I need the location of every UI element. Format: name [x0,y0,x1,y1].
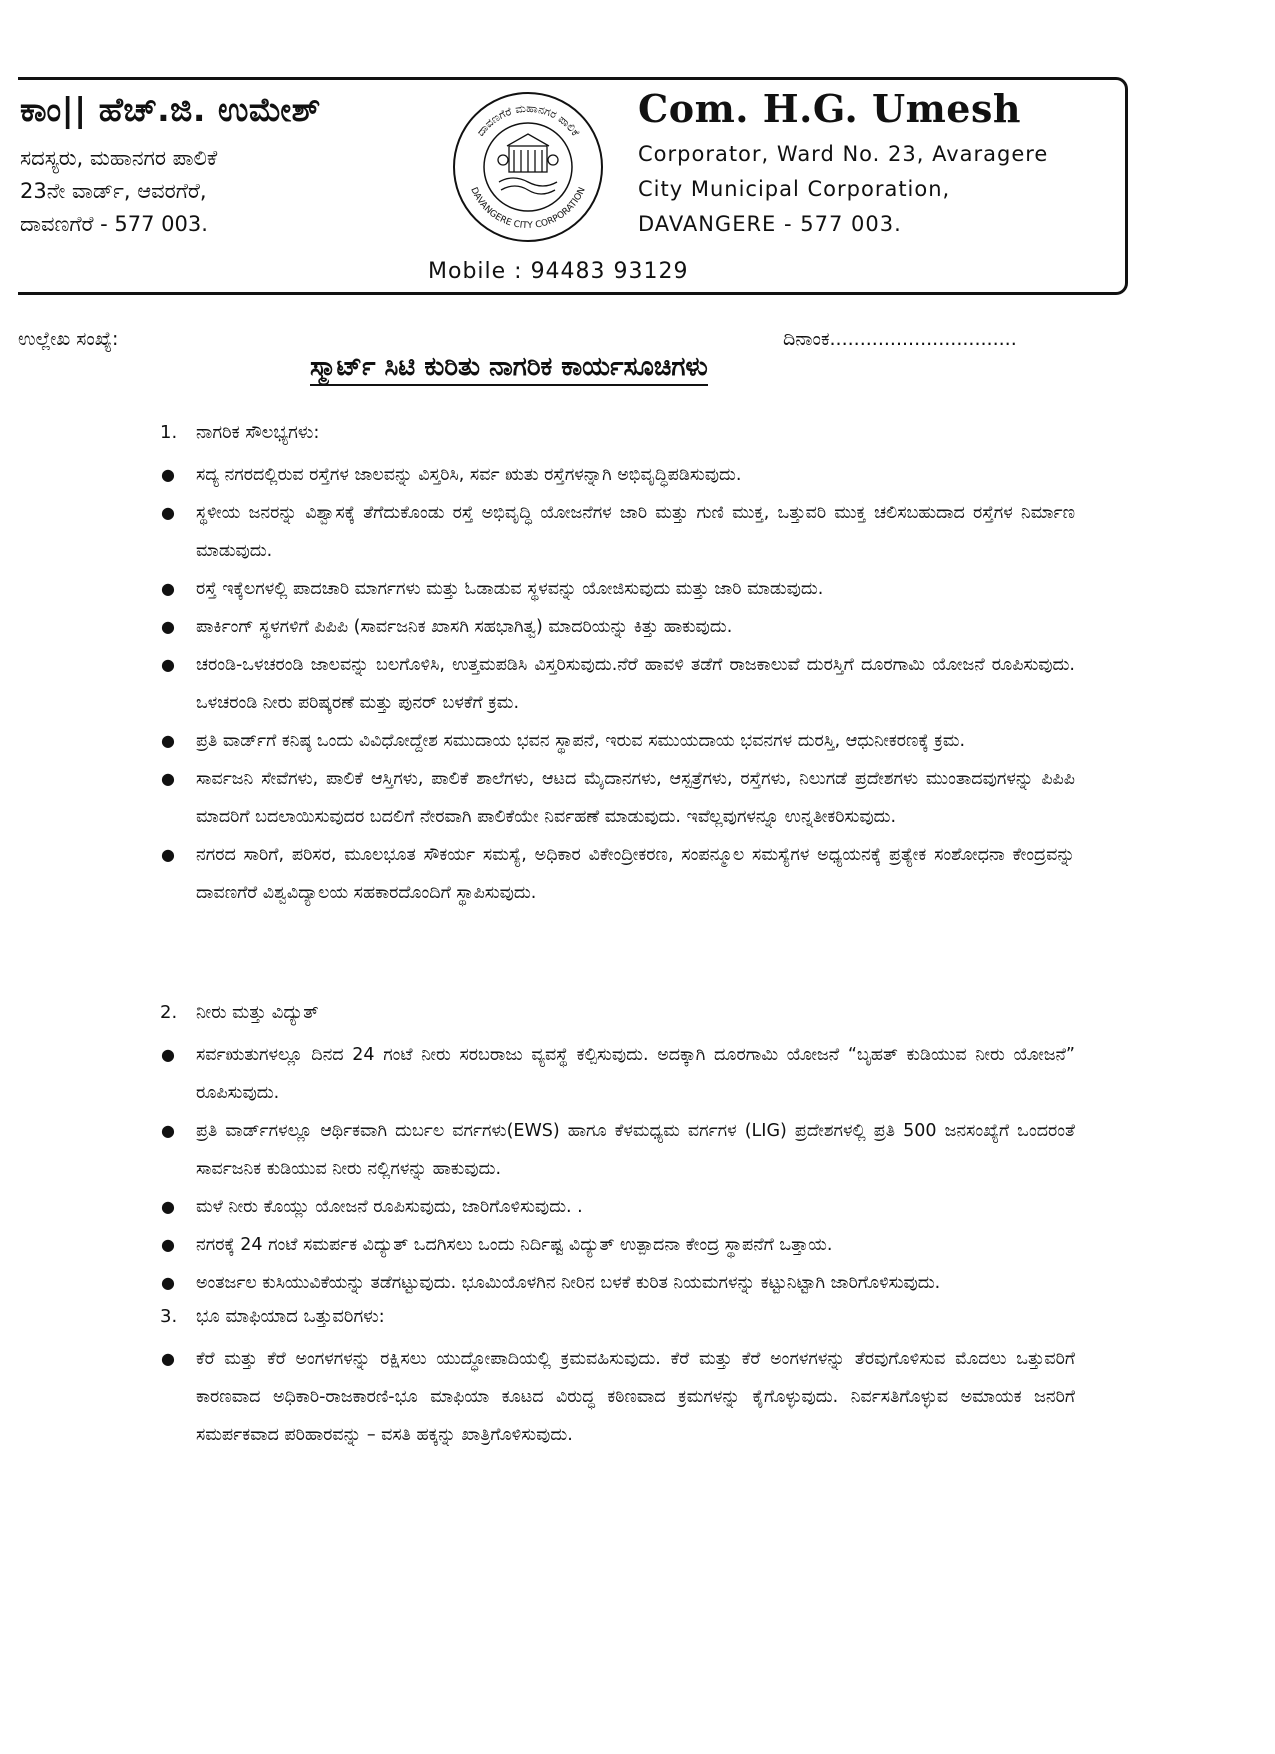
city-corporation-seal [451,90,605,244]
bullet-icon: ● [161,1349,175,1368]
address-line-english: Corporator, Ward No. 23, Avaragere [638,142,1049,166]
section-title: ನೀರು ಮತ್ತು ವಿದ್ಯುತ್ [196,1002,319,1023]
section-land-mafia [160,1302,1075,1454]
section-heading [160,418,1075,448]
name-english: Com. H.G. Umesh [638,86,1021,131]
item-text: ಅಂತರ್ಜಲ ಕುಸಿಯುವಿಕೆಯನ್ನು ತಡೆಗಟ್ಟುವುದು. ಭೂಮಿಯೊಳಗಿನ ನೀರಿನ ಬಳಕೆ ಕುರಿತ ನಿಯಮಗಳನ್ನು ಕಟ್ಟುನಿಟ್ಟಾಗಿ ಜಾರಿಗೊಳಿಸುವುದು. [196,1273,941,1293]
bullet-icon: ● [161,465,175,484]
list-item [160,1112,1075,1188]
mobile-number: Mobile : 94483 93129 [428,259,689,284]
bullet-icon: ● [161,503,175,522]
document-title: ಸ್ಮಾರ್ಟ್ ಸಿಟಿ ಕುರಿತು ನಾಗರಿಕ ಕಾರ್ಯಸೂಚಿಗಳು [310,352,708,386]
item-text: ಸಾರ್ವಜನಿ ಸೇವೆಗಳು, ಪಾಲಿಕೆ ಆಸ್ತಿಗಳು, ಪಾಲಿಕೆ ಶಾಲೆಗಳು, ಆಟದ ಮೈದಾನಗಳು, ಆಸ್ಪತ್ರೆಗಳು, ರಸ್ತೆಗಳು, ನಿಲುಗಡೆ ಪ್ರದೇಶಗಳು ಮುಂತಾದವುಗಳನ್ನು ಪಿಪಿಪಿ ಮಾದರಿಗೆ ಬದಲಾಯಿಸುವುದರ ಬದಲಿಗೆ ನೇರವಾಗಿ ಪಾಲಿಕೆಯೇ ನಿರ್ವಹಣೆ ಮಾಡುವುದು. ಇವೆಲ್ಲವುಗಳನ್ನೂ ಉನ್ನತೀಕರಿಸುವುದು. [196,769,1075,827]
bullet-icon: ● [161,617,175,636]
name-kannada: ಕಾಂ|| ಹೆಚ್.ಜಿ. ಉಮೇಶ್ [20,90,321,129]
section-title: ನಾಗರಿಕ ಸೌಲಭ್ಯಗಳು: [196,422,320,443]
address-line-english: City Municipal Corporation, [638,177,951,201]
agenda-content [160,418,1075,1454]
list-item [160,570,1075,608]
section-number: 2. [160,1002,178,1023]
item-text: ಪ್ರತಿ ವಾರ್ಡ್‌ಗಳಲ್ಲೂ ಆರ್ಥಿಕವಾಗಿ ದುರ್ಬಲ ವರ್ಗಗಳು(EWS) ಹಾಗೂ ಕೆಳಮಧ್ಯಮ ವರ್ಗಗಳ (LIG) ಪ್ರದೇಶಗಳಲ್ಲಿ ಪ್ರತಿ 500 ಜನಸಂಖ್ಯೆಗೆ ಒಂದರಂತೆ ಸಾರ್ವಜನಿಕ ಕುಡಿಯುವ ನೀರು ನಲ್ಲಿಗಳನ್ನು ಹಾಕುವುದು. [196,1121,1075,1179]
list-item [160,1340,1075,1454]
list-item [160,1188,1075,1226]
list-item [160,760,1075,836]
address-line-kannada: ಸದಸ್ಯರು, ಮಹಾನಗರ ಪಾಲಿಕೆ [20,146,218,170]
list-item [160,836,1075,912]
section-civic-amenities [160,418,1075,912]
bullet-icon: ● [161,655,175,674]
item-text: ಕೆರೆ ಮತ್ತು ಕೆರೆ ಅಂಗಳಗಳನ್ನು ರಕ್ಷಿಸಲು ಯುದ್ಧೋಪಾದಿಯಲ್ಲಿ ಕ್ರಮವಹಿಸುವುದು. ಕೆರೆ ಮತ್ತು ಕೆರೆ ಅಂಗಳಗಳನ್ನು ತೆರವುಗೊಳಿಸುವ ಮೊದಲು ಒತ್ತುವರಿಗೆ ಕಾರಣವಾದ ಅಧಿಕಾರಿ-ರಾಜಕಾರಣಿ-ಭೂ ಮಾಫಿಯಾ ಕೂಟದ ವಿರುದ್ಧ ಕಠಿಣವಾದ ಕ್ರಮಗಳನ್ನು ಕೈಗೊಳ್ಳುವುದು. ನಿರ್ವಸತಿಗೊಳ್ಳುವ ಅಮಾಯಕ ಜನರಿಗೆ ಸಮರ್ಪಕವಾದ ಪರಿಹಾರವನ್ನು – ವಸತಿ ಹಕ್ಕನ್ನು ಖಾತ್ರಿಗೊಳಿಸುವುದು. [196,1349,1075,1445]
item-text: ಮಳೆ ನೀರು ಕೊಯ್ಲು ಯೋಜನೆ ರೂಪಿಸುವುದು, ಜಾರಿಗೊಳಿಸುವುದು. . [196,1197,583,1217]
section-heading [160,998,1075,1028]
item-text: ನಗರಕ್ಕೆ 24 ಗಂಟೆ ಸಮರ್ಪಕ ವಿದ್ಯುತ್ ಒದಗಿಸಲು ಒಂದು ನಿರ್ದಿಷ್ಟ ವಿದ್ಯುತ್ ಉತ್ಪಾದನಾ ಕೇಂದ್ರ ಸ್ಥಾಪನೆಗೆ ಒತ್ತಾಯ. [196,1235,833,1255]
section-title: ಭೂ ಮಾಫಿಯಾದ ಒತ್ತುವರಿಗಳು: [196,1306,385,1327]
letterhead-english-block [638,86,1048,242]
list-item [160,456,1075,494]
item-text: ರಸ್ತೆ ಇಕ್ಕೆಲಗಳಲ್ಲಿ ಪಾದಚಾರಿ ಮಾರ್ಗಗಳು ಮತ್ತು ಓಡಾಡುವ ಸ್ಥಳವನ್ನು ಯೋಜಿಸುವುದು ಮತ್ತು ಜಾರಿ ಮಾಡುವುದು. [196,579,824,599]
item-list [160,1036,1075,1302]
item-text: ಸರ್ವಋತುಗಳಲ್ಲೂ ದಿನದ 24 ಗಂಟೆ ನೀರು ಸರಬರಾಜು ವ್ಯವಸ್ಥೆ ಕಲ್ಪಿಸುವುದು. ಅದಕ್ಕಾಗಿ ದೂರಗಾಮಿ ಯೋಜನೆ “ಬೃಹತ್ ಕುಡಿಯುವ ನೀರು ಯೋಜನೆ” ರೂಪಿಸುವುದು. [196,1045,1075,1103]
list-item [160,1264,1075,1302]
bullet-icon: ● [161,769,175,788]
item-text: ಸ್ಥಳೀಯ ಜನರನ್ನು ವಿಶ್ವಾಸಕ್ಕೆ ತೆಗೆದುಕೊಂಡು ರಸ್ತೆ ಅಭಿವೃದ್ಧಿ ಯೋಜನೆಗಳ ಜಾರಿ ಮತ್ತು ಗುಣಿ ಮುಕ್ತ, ಒತ್ತುವರಿ ಮುಕ್ತ ಚಲಿಸಬಹುದಾದ ರಸ್ತೆಗಳ ನಿರ್ಮಾಣ ಮಾಡುವುದು. [196,503,1076,561]
list-item [160,1036,1075,1112]
svg-text:DAVANGERE CITY CORPORATION [468,186,588,231]
seal-emblem-icon [498,134,558,194]
date-label: ದಿನಾಂಕ............................... [783,328,1017,350]
address-line-kannada: ದಾವಣಗೆರೆ - 577 003. [20,212,208,236]
section-water-electricity [160,998,1075,1302]
bullet-icon: ● [161,579,175,598]
section-heading [160,1302,1075,1332]
letterhead-kannada-block [20,90,321,241]
list-item [160,1226,1075,1264]
reference-number-label: ಉಲ್ಲೇಖ ಸಂಖ್ಯೆ: [18,328,119,350]
item-text: ಪ್ರತಿ ವಾರ್ಡ್‌ಗೆ ಕನಿಷ್ಠ ಒಂದು ವಿವಿಧೋದ್ದೇಶ ಸಮುದಾಯ ಭವನ ಸ್ಥಾಪನೆ, ಇರುವ ಸಮುಯದಾಯ ಭವನಗಳ ದುರಸ್ತಿ, ಆಧುನೀಕರಣಕ್ಕೆ ಕ್ರಮ. [196,731,966,751]
bullet-icon: ● [161,845,175,864]
list-item [160,646,1075,722]
list-item [160,722,1075,760]
address-line-kannada: 23ನೇ ವಾರ್ಡ್, ಆವರಗೆರೆ, [20,179,207,203]
seal-text-bottom: DAVANGERE CITY CORPORATION [468,185,588,232]
item-text: ಪಾರ್ಕಿಂಗ್ ಸ್ಥಳಗಳಿಗೆ ಪಿಪಿಪಿ (ಸಾರ್ವಜನಿಕ ಖಾಸಗಿ ಸಹಭಾಗಿತ್ವ) ಮಾದರಿಯನ್ನು ಕಿತ್ತು ಹಾಕುವುದು. [196,617,733,637]
address-line-english: DAVANGERE - 577 003. [638,212,902,236]
section-number: 3. [160,1306,178,1327]
list-item [160,608,1075,646]
item-list [160,456,1075,912]
item-text: ಸದ್ಯ ನಗರದಲ್ಲಿರುವ ರಸ್ತೆಗಳ ಜಾಲವನ್ನು ವಿಸ್ತರಿಸಿ, ಸರ್ವ ಋತು ರಸ್ತೆಗಳನ್ನಾಗಿ ಅಭಿವೃದ್ಧಿಪಡಿಸುವುದು. [196,465,742,485]
item-text: ನಗರದ ಸಾರಿಗೆ, ಪರಿಸರ, ಮೂಲಭೂತ ಸೌಕರ್ಯ ಸಮಸ್ಯೆ, ಅಧಿಕಾರ ವಿಕೇಂದ್ರೀಕರಣ, ಸಂಪನ್ಮೂಲ ಸಮಸ್ಯೆಗಳ ಅಧ್ಯಯನಕ್ಕೆ ಪ್ರತ್ಯೇಕ ಸಂಶೋಧನಾ ಕೇಂದ್ರವನ್ನು ದಾವಣಗೆರೆ ವಿಶ್ವವಿದ್ಯಾಲಯ ಸಹಕಾರದೊಂದಿಗೆ ಸ್ಥಾಪಿಸುವುದು. [196,845,1075,903]
list-item [160,494,1075,570]
section-spacer [160,912,1075,998]
bullet-icon: ● [161,1273,175,1292]
item-text: ಚರಂಡಿ-ಒಳಚರಂಡಿ ಜಾಲವನ್ನು ಬಲಗೊಳಿಸಿ, ಉತ್ತಮಪಡಿಸಿ ವಿಸ್ತರಿಸುವುದು.ನೆರೆ ಹಾವಳಿ ತಡೆಗೆ ರಾಜಕಾಲುವೆ ದುರಸ್ತಿಗೆ ದೂರಗಾಮಿ ಯೋಜನೆ ರೂಪಿಸುವುದು. ಒಳಚರಂಡಿ ನೀರು ಪರಿಷ್ಕರಣೆ ಮತ್ತು ಪುನರ್ ಬಳಕೆಗೆ ಕ್ರಮ. [196,655,1075,713]
bullet-icon: ● [161,1235,175,1254]
seal-text-top: ದಾವಣಗೆರೆ ಮಹಾನಗರ ಪಾಲಿಕೆ [474,101,583,139]
bullet-icon: ● [161,731,175,750]
item-list [160,1340,1075,1454]
section-number: 1. [160,422,178,443]
bullet-icon: ● [161,1121,175,1140]
letterhead [18,77,1128,295]
bullet-icon: ● [161,1197,175,1216]
bullet-icon: ● [161,1045,175,1064]
